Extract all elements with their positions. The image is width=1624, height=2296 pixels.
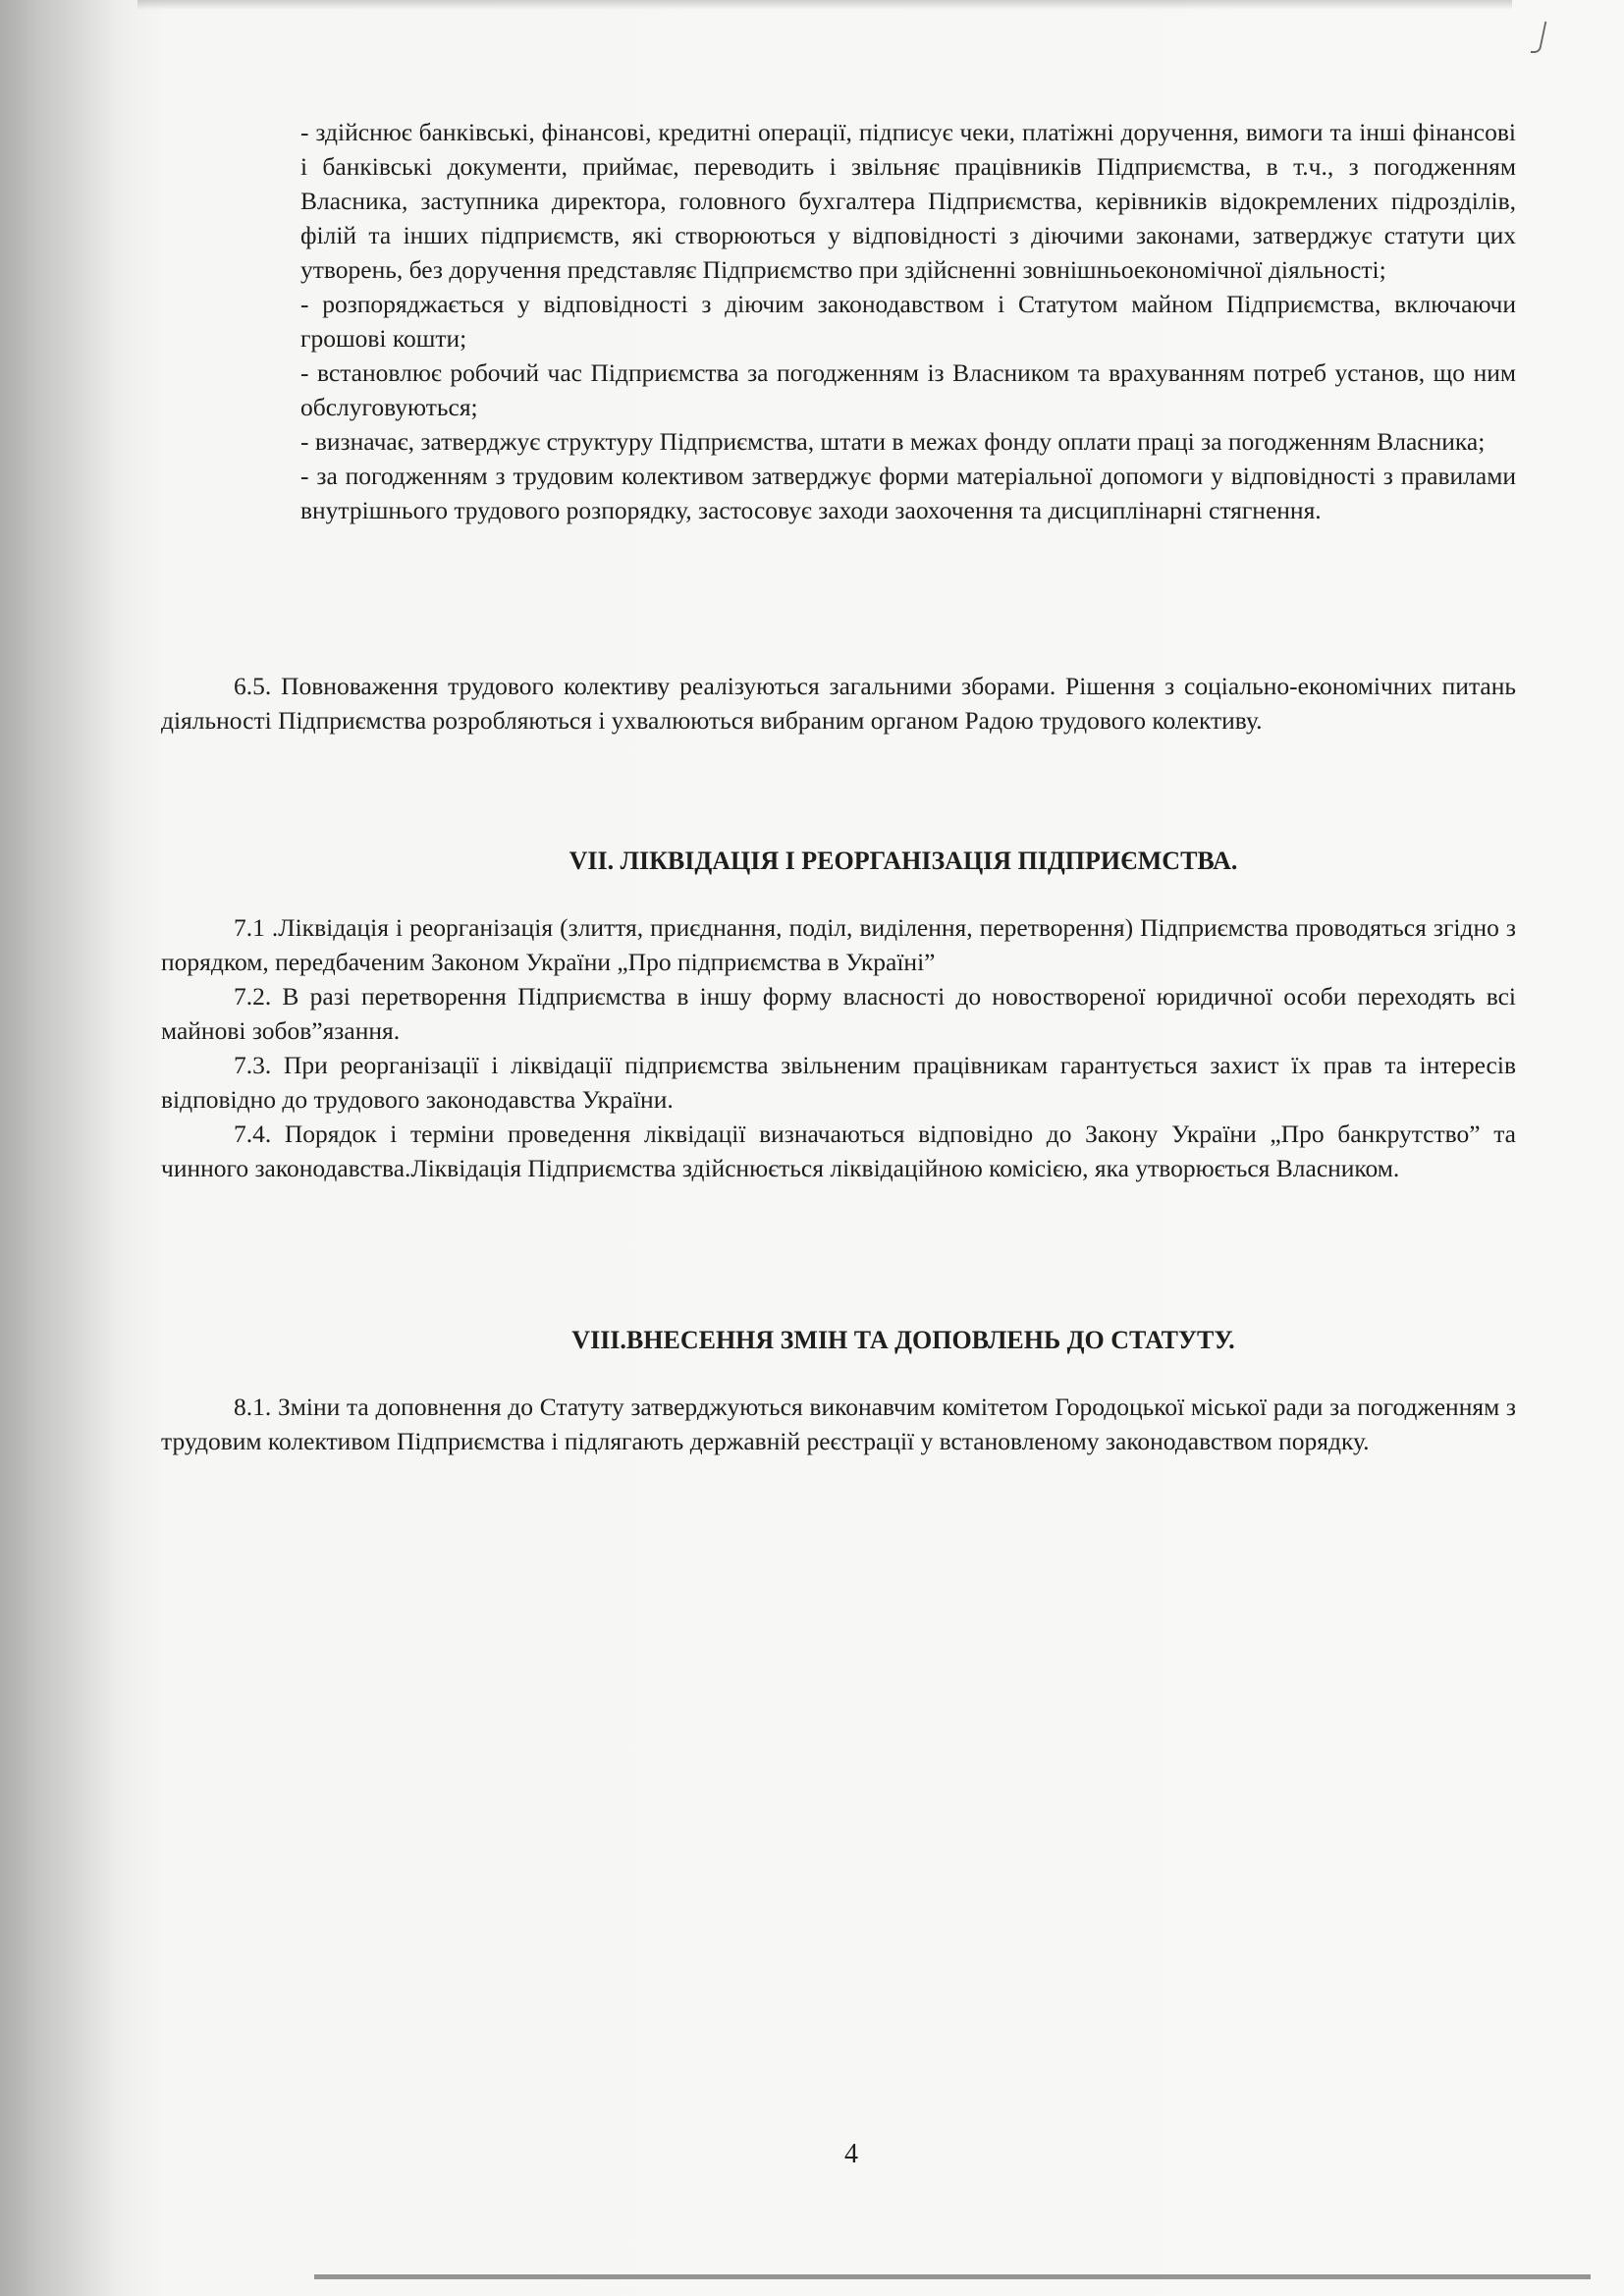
clause-8-1: 8.1. Зміни та доповнення до Статуту затверджуються виконавчим комітетом Городоцької міської ради за погодженням з трудовим колективом Підприємства і підлягають державній реєстрації у встановленому законодавством порядку. bbox=[161, 1393, 1516, 1455]
page-number: 4 bbox=[844, 2139, 858, 2169]
clause-7-2: 7.2. В разі перетворення Підприємства в іншу форму власності до новоствореної юридичної особи переходять всі майнові зобов”язання. bbox=[161, 982, 1516, 1045]
list-item: - розпоряджається у відповідності з діючим законодавством і Статутом майном Підприємства, включаючи грошові кошти; bbox=[300, 290, 1516, 353]
section-8-body bbox=[161, 1390, 1516, 1458]
pen-mark bbox=[1531, 22, 1547, 53]
top-edge-shadow bbox=[137, 0, 1512, 10]
binding-shadow bbox=[0, 0, 118, 2296]
clause-6-5 bbox=[161, 669, 1516, 738]
list-item: - встановлює робочий час Підприємства за погодженням із Власником та врахуванням потреб установ, що ним обслуговуються; bbox=[300, 358, 1516, 421]
director-powers-list bbox=[300, 115, 1516, 527]
section-7-heading: VII. ЛІКВІДАЦІЯ І РЕОРГАНІЗАЦІЯ ПІДПРИЄМСТВА. bbox=[568, 847, 1238, 875]
bottom-edge-line bbox=[314, 2274, 1591, 2279]
list-item: - за погодженням з трудовим колективом затверджує форми матеріальної допомоги у відповідності з правилами внутрішнього трудового розпорядку, застосовує заходи заохочення та дисциплінарні стягнення. bbox=[300, 462, 1516, 524]
list-item: - визначає, затверджує структуру Підприємства, штати в межах фонду оплати праці за погодженням Власника; bbox=[300, 427, 1486, 456]
section-7-body bbox=[161, 910, 1516, 1185]
clause-7-4: 7.4. Порядок і терміни проведення ліквідації визначаються відповідно до Закону України „Про банкрутство” та чинного законодавства.Ліквідація Підприємства здійснюється ліквідаційною комісією, яка утворюється Власником. bbox=[161, 1120, 1516, 1182]
clause-7-3: 7.3. При реорганізації і ліквідації підприємства звільненим працівникам гарантується захист їх прав та інтересів відповідно до трудового законодавства України. bbox=[161, 1051, 1516, 1114]
clause-7-1: 7.1 .Ліквідація і реорганізація (злиття, приєднання, поділ, виділення, перетворення) Підприємства проводяться згідно з порядком, передбаченим Законом України „Про підприємства в Україні” bbox=[161, 913, 1516, 976]
paragraph: 6.5. Повноваження трудового колективу реалізуються загальними зборами. Рішення з соціально-економічних питань діяльності Підприємства розробляються і ухвалюються вибраним органом Радою трудового колективу. bbox=[161, 672, 1516, 735]
section-8-heading: VIII.ВНЕСЕННЯ ЗМІН ТА ДОПОВЛЕНЬ ДО СТАТУТУ. bbox=[571, 1326, 1235, 1354]
list-item: - здійснює банківські, фінансові, кредитні операції, підписує чеки, платіжні доручення, вимоги та інші фінансові і банківські документи, приймає, переводить і звільняє працівників Підприємства, в т.ч., з погодженням Власника, заступника директора, головного бухгалтера Підприємства, керівників відокремлених підрозділів, філій та інших підприємств, які створюються у відповідності з діючими законами, затверджує статути цих утворень, без доручення представляє Підприємство при здійсненні зовнішньоекономічної діяльності; bbox=[300, 118, 1516, 284]
